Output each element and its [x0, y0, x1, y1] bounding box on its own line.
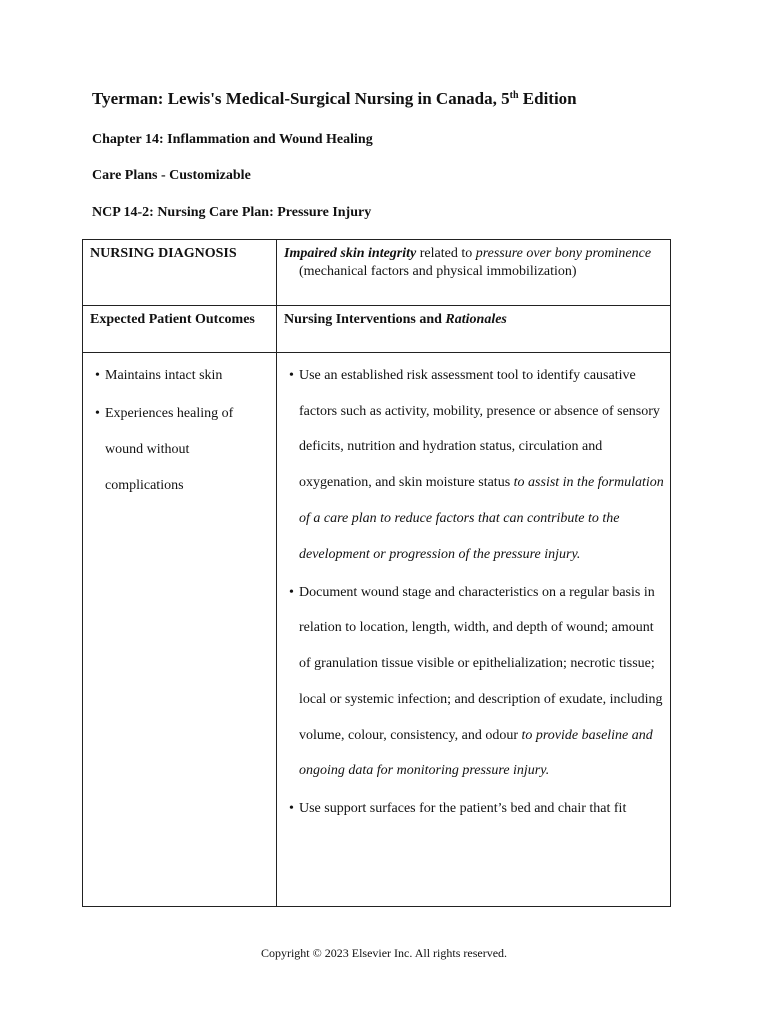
care-plan-title: NCP 14-2: Nursing Care Plan: Pressure Injury	[92, 205, 372, 220]
list-item: • Experiences healing of wound without complications	[90, 396, 270, 503]
care-plan-body-row	[83, 353, 671, 907]
rationale: to assist in the formulation of a care plan to reduce factors that can contribute to the development or progression of the pressure injury.	[299, 475, 664, 562]
rationale: to provide baseline and ongoing data for monitoring pressure injury.	[299, 727, 653, 779]
interventions-header: Nursing Interventions and Rationales	[284, 312, 507, 327]
interventions-list	[277, 353, 670, 827]
list-item: • Document wound stage and characteristics on a regular basis in relation to location, length, width, and depth of wound; amount of granulation tissue visible or epithelialization; necrotic tissue; local or systemic infection; and description of exudate, including volume, colour, consistency, and odour to provide baseline and ongoing data for monitoring pressure injury.	[284, 575, 664, 789]
interventions-header-cell	[277, 306, 671, 353]
list-item: • Use support surfaces for the patient’s bed and chair that fit	[284, 791, 664, 827]
edition-superscript: th	[509, 90, 519, 101]
list-item: • Maintains intact skin	[90, 358, 270, 394]
section-heading: Care Plans - Customizable	[92, 168, 251, 183]
diagnosis-cause: pressure over bony prominence	[475, 246, 652, 261]
list-item: • Use an established risk assessment tool to identify causative factors such as activity, mobility, presence or absence of sensory deficits, nutrition and hydration status, circulation and oxygenation, and skin moisture status to assist in the formulation of a care plan to reduce factors that can contribute to the development or progression of the pressure injury.	[284, 358, 664, 572]
diagnosis-cell	[277, 240, 671, 306]
column-header-row	[83, 306, 671, 353]
book-title: Tyerman: Lewis's Medical-Surgical Nursing in Canada, 5th Edition	[92, 89, 577, 108]
interventions-cell	[277, 353, 671, 907]
copyright-footer: Copyright © 2023 Elsevier Inc. All rights reserved.	[260, 946, 508, 960]
outcomes-header-cell	[83, 306, 277, 353]
outcomes-cell	[83, 353, 277, 907]
chapter-heading: Chapter 14: Inflammation and Wound Healing	[92, 132, 373, 147]
diagnosis-header-cell	[83, 240, 277, 306]
care-plan-table	[82, 239, 671, 907]
outcomes-list	[83, 353, 276, 503]
diagnosis-term: Impaired skin integrity	[284, 246, 417, 261]
diagnosis-header: NURSING DIAGNOSIS	[90, 246, 237, 261]
diagnosis-row	[83, 240, 671, 306]
outcomes-header: Expected Patient Outcomes	[90, 312, 255, 327]
diagnosis-text: Impaired skin integrity related to pressure over bony prominence (mechanical factors and physical immobilization)	[284, 246, 652, 279]
